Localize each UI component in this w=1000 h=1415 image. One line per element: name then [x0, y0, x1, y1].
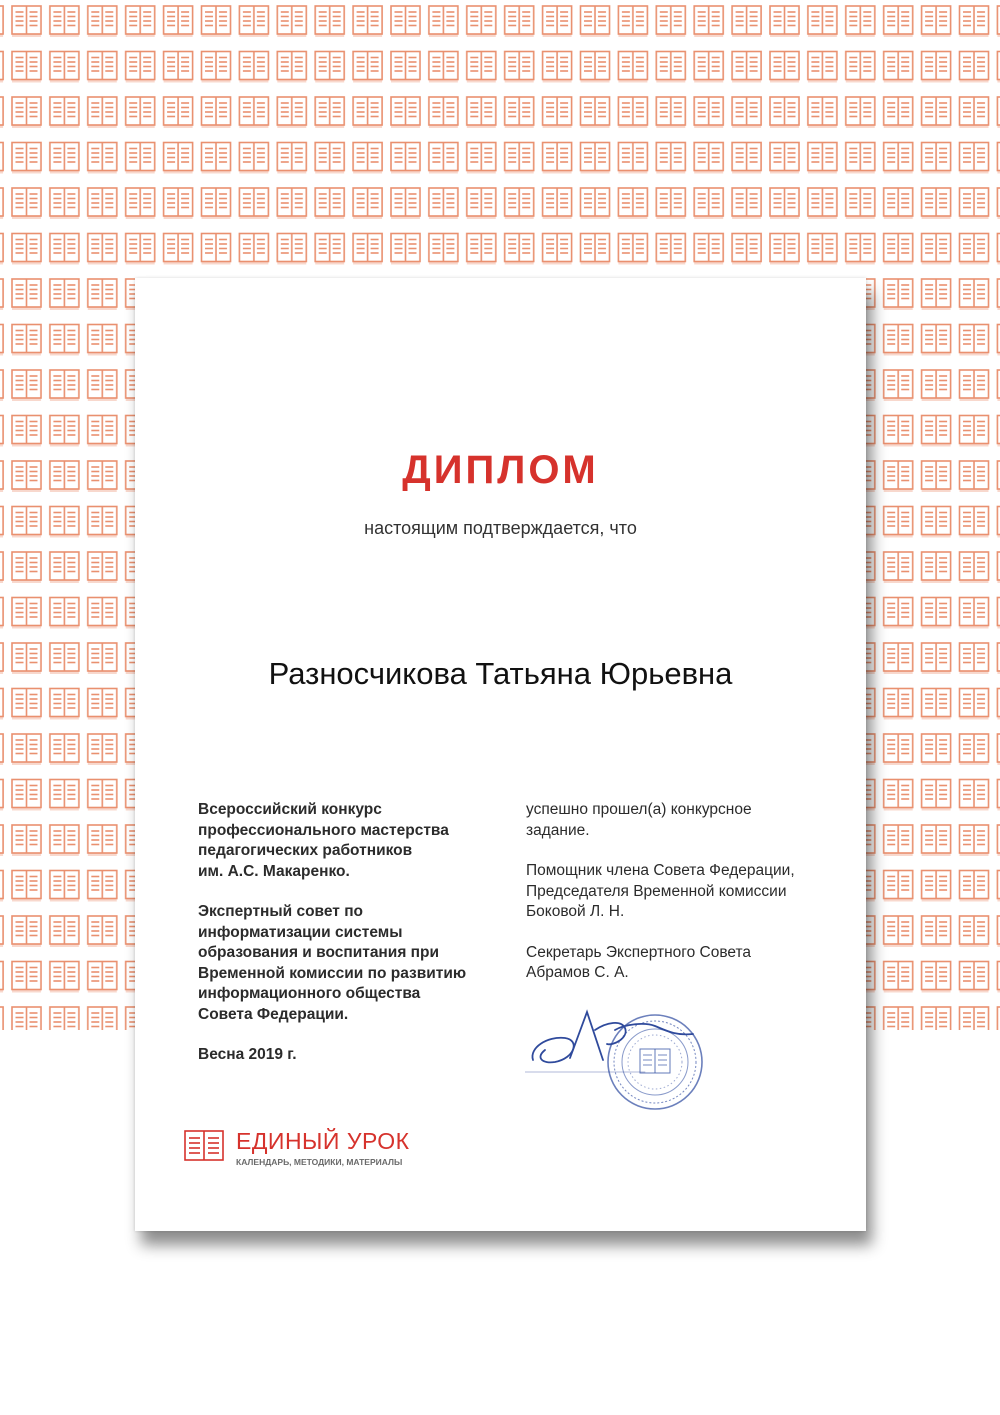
text-line: Совета Федерации. — [198, 1005, 349, 1023]
diploma-date — [198, 1045, 508, 1066]
text-line: педагогических работников — [198, 842, 413, 859]
date-text: Весна 2019 г. — [198, 1046, 297, 1063]
text-line: успешно прошел(а) конкурсное — [526, 801, 752, 818]
book-logo-icon — [183, 1128, 225, 1164]
result-text — [526, 800, 836, 841]
assistant-signatory — [526, 861, 836, 923]
text-line: задание. — [526, 821, 590, 839]
text-line: Всероссийский конкурс — [198, 801, 382, 818]
text-line: профессионального мастерства — [198, 821, 449, 839]
contest-description — [198, 800, 508, 882]
text-line: информационного общества — [198, 985, 421, 1002]
text-line: образования и воспитания при — [198, 944, 440, 961]
diploma-sheet — [135, 278, 866, 1231]
edinyi-urok-logo — [183, 1128, 410, 1169]
diploma-title: ДИПЛОМ — [402, 448, 599, 492]
text-line: Экспертный совет по — [198, 903, 364, 920]
text-line: им. А.С. Макаренко. — [198, 862, 350, 880]
signature-icon — [525, 1012, 693, 1072]
signature-and-stamp — [525, 1000, 715, 1120]
text-line: Боковой Л. Н. — [526, 903, 625, 920]
diploma-subtitle: настоящим подтверждается, что — [364, 518, 637, 538]
text-line: Временной комиссии по развитию — [198, 964, 467, 982]
text-line: Абрамов С. А. — [526, 964, 629, 981]
logo-tagline: КАЛЕНДАРЬ, МЕТОДИКИ, МАТЕРИАЛЫ — [236, 1157, 403, 1167]
text-line: Помощник члена Совета Федерации, — [526, 862, 795, 879]
organizer-column — [198, 800, 508, 1086]
logo-title: ЕДИНЫЙ УРОК — [236, 1128, 410, 1154]
secretary-signatory — [526, 943, 836, 984]
stamp-icon — [608, 1015, 702, 1109]
text-line: Секретарь Экспертного Совета — [526, 943, 752, 961]
text-line: информатизации системы — [198, 923, 403, 941]
council-description — [198, 902, 508, 1025]
recipient-name: Разносчикова Татьяна Юрьевна — [268, 656, 733, 691]
text-line: Председателя Временной комиссии — [526, 882, 787, 900]
signatories-column — [526, 800, 836, 1004]
